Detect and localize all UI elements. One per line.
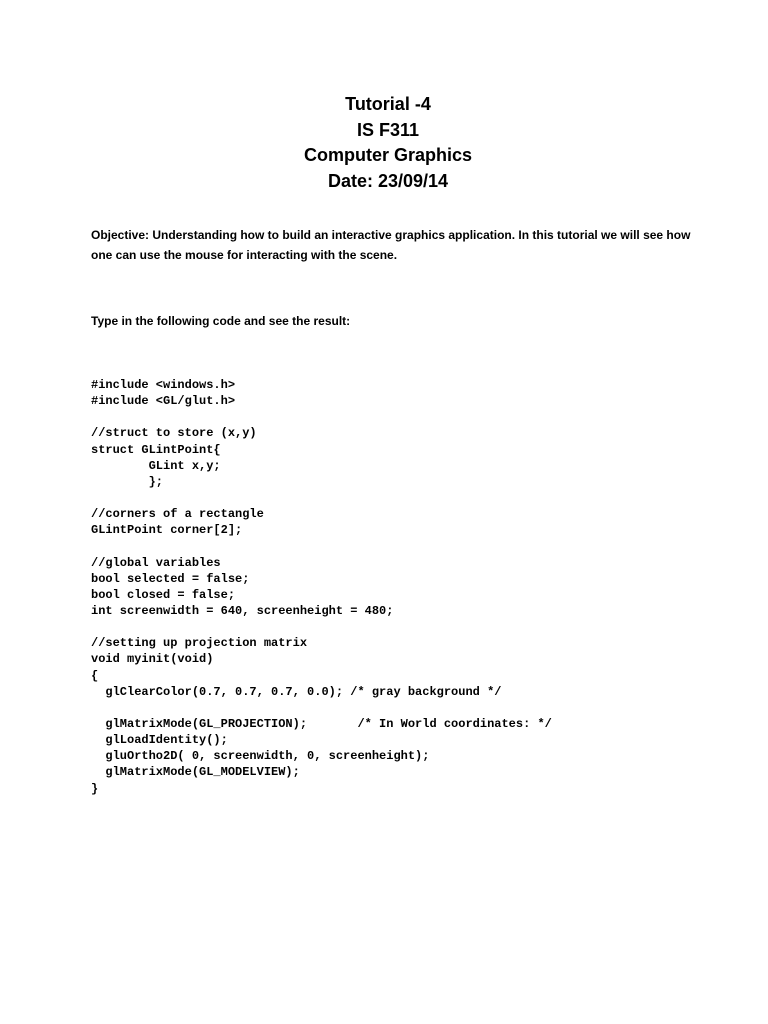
instruction-text: Type in the following code and see the result: xyxy=(91,314,351,328)
code-line: //corners of a rectangle xyxy=(91,507,264,522)
title-block xyxy=(0,92,768,194)
code-line: glLoadIdentity(); xyxy=(91,733,228,748)
code-line: glMatrixMode(GL_MODELVIEW); xyxy=(91,765,300,780)
code-line: glClearColor(0.7, 0.7, 0.7, 0.0); /* gray background */ xyxy=(91,684,502,699)
code-line xyxy=(91,490,552,506)
code-line: //global variables xyxy=(91,555,221,570)
code-line: int screenwidth = 640, screenheight = 480; xyxy=(91,603,394,618)
code-line: }; xyxy=(91,474,164,489)
code-line: struct GLintPoint{ xyxy=(91,442,221,457)
code-line: #include <GL/glut.h> xyxy=(91,394,236,409)
code-line xyxy=(91,619,552,635)
tutorial-title: Tutorial -4 xyxy=(345,94,431,114)
code-line: GLint x,y; xyxy=(91,458,221,473)
code-line xyxy=(91,409,552,425)
course-code: IS F311 xyxy=(356,119,420,140)
code-line: bool selected = false; xyxy=(91,571,250,586)
code-line: //struct to store (x,y) xyxy=(91,426,257,441)
code-line: } xyxy=(91,781,99,796)
code-line: GLintPoint corner[2]; xyxy=(91,523,243,538)
code-line: //setting up projection matrix xyxy=(91,636,308,651)
tutorial-date: Date: 23/09/14 xyxy=(327,170,449,191)
code-listing xyxy=(91,377,552,797)
code-line: { xyxy=(91,668,99,683)
code-line: glMatrixMode(GL_PROJECTION); /* In World coordinates: */ xyxy=(91,716,552,731)
code-line: gluOrtho2D( 0, screenwidth, 0, screenheight); xyxy=(91,749,430,764)
code-line: bool closed = false; xyxy=(91,587,236,602)
course-name: Computer Graphics xyxy=(303,145,473,165)
code-line: void myinit(void) xyxy=(91,652,214,667)
objective-paragraph: Objective: Understanding how to build an interactive graphics application. In this tutorial we will see how one can use the mouse for interacting with the scene. xyxy=(91,228,691,262)
code-line xyxy=(91,538,552,554)
code-line: #include <windows.h> xyxy=(91,378,236,392)
code-line xyxy=(91,700,552,716)
